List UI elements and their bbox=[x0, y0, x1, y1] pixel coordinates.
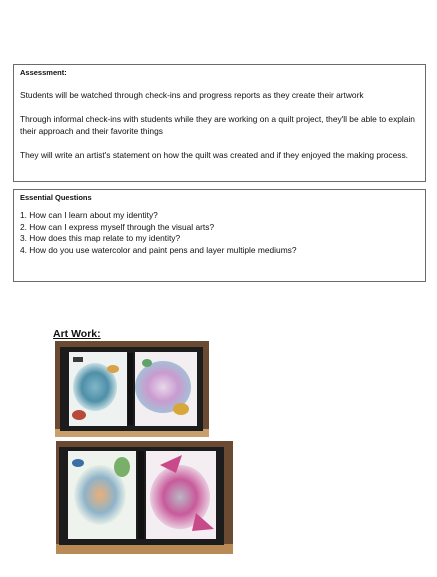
essential-questions-list bbox=[14, 202, 425, 256]
essential-questions-title: Essential Questions bbox=[20, 193, 92, 202]
essential-questions-box bbox=[13, 189, 426, 282]
artwork-photo-2 bbox=[56, 441, 233, 554]
assessment-box bbox=[13, 64, 426, 182]
question-item-2: 2. How can I express myself through the visual arts? bbox=[20, 221, 215, 232]
assessment-title: Assessment: bbox=[20, 68, 67, 77]
assessment-paragraph-3: They will write an artist's statement on how the quilt was created and if they enjoyed the making process. bbox=[20, 150, 408, 160]
question-item-3: 3. How does this map relate to my identity? bbox=[20, 233, 181, 243]
question-item-4: 4. How do you use watercolor and paint pens and layer multiple mediums? bbox=[20, 244, 297, 255]
artwork-photo-1 bbox=[55, 341, 209, 437]
artwork-heading: Art Work: bbox=[53, 328, 101, 340]
question-item-1: 1. How can I learn about my identity? bbox=[20, 210, 158, 220]
assessment-paragraph-1: Students will be watched through check-ins and progress reports as they create their artwork bbox=[20, 90, 364, 100]
assessment-paragraph-2: Through informal check-ins with students while they are working on a quilt project, they'll be able to explain their approach and their favorite things bbox=[20, 114, 415, 136]
